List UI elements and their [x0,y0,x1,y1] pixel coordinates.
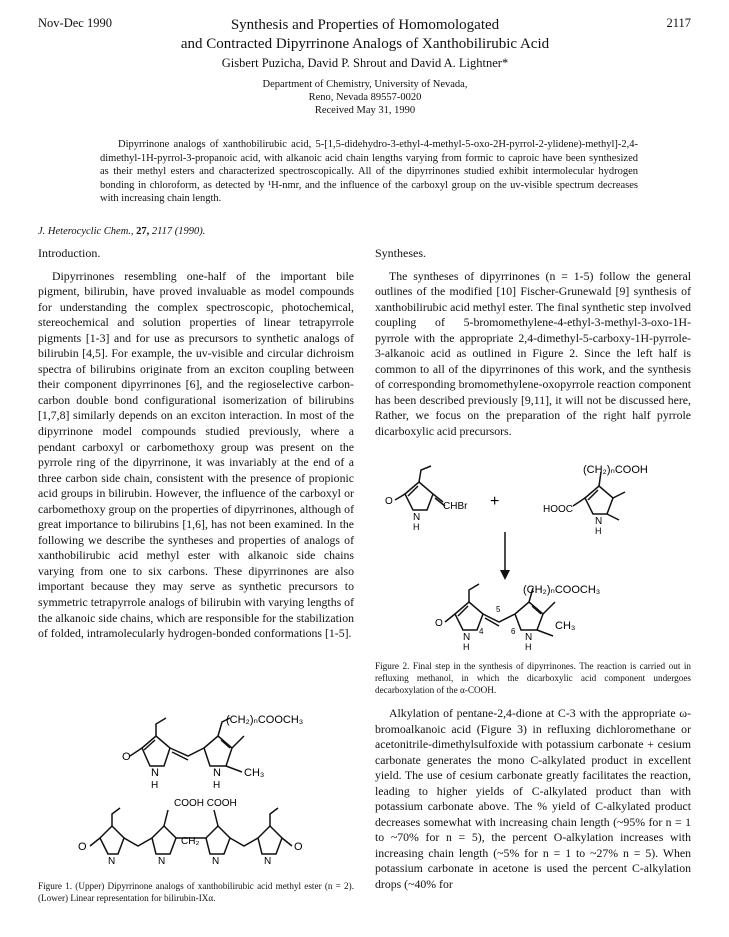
title-line-2: and Contracted Dipyrrinone Analogs of Xanthobilirubic Acid [180,36,550,52]
abstract: Dipyrrinone analogs of xanthobilirubic acid, 5-[1,5-didehydro-3-ethyl-4-methyl-5-oxo-2H-pyrrol-2-ylidene)-methyl]-2,4-dimethyl-1H-pyrrol-3-propanoic acid, with alkanoic acid chain lengths varying from formic to caproic have been synthesized as their methyl esters and characterized spectroscopically. All of the dipyrrinones studied exhibit intermolecular hydrogen bonding in chloroform, as detected by ¹H-nmr, and the influence of the carboxyl group on the uv-visible spectrum decreases with increasing chain length. [100,139,638,205]
syntheses-continued [375,706,691,893]
fig1-methyl-label: CH₃ [244,767,265,779]
fig1-nitrogen-label-3: N [108,856,116,867]
fig1-nitrogen-label-1: N [151,767,159,779]
citation-journal: J. Heterocyclic Chem., [38,226,134,237]
figure-1-caption: Figure 1. (Upper) Dipyrrinone analogs of xanthobilirubic acid methyl ester (n = 2). (Lower) Linear representation for bilirubin-IXα. [38,881,354,903]
fig2-plus-sign: + [490,493,500,510]
received-date: Received May 31, 1990 [314,105,416,116]
fig1-oxygen-label: O [122,751,131,763]
fig1-cooh-label: COOH COOH [174,798,237,809]
citation-volume: 27, [136,226,150,237]
fig2-hydrogen-label-1: H [413,522,420,532]
fig2-nitrogen-label-4: N [525,632,533,643]
fig1-chain-label: (CH₂)ₙCOOCH₃ [226,714,304,726]
affiliation-line-1: Department of Chemistry, University of Nevada, [262,79,468,90]
syntheses-paragraph-2: Alkylation of pentane-2,4-dione at C-3 with the appropriate ω-bromoalkanoic acid (Figure 3) in refluxing dichloromethane or acetonitrile-dimethylsulfoxide with potassium carbonate + cesium carbonate generates the mono C-alkylated product in excellent yield. The use of cesium carbonate greatly facilitates the reaction, leading to higher yields of C-alkylated product than with potassium carbonate above. The % yield of C-alkylated product decreases somewhat with increasing chain length (~95% for n = 1 to ~70% for n = 5), the percent O-alkylation increases with increasing chain length (~5% for n = 1 to ~27% n = 5). When potassium carbonate in acetone is used the percent C-alkylation drops (~40% for [375,706,691,892]
fig2-position-5: 5 [496,605,501,614]
journal-date: Nov-Dec 1990 [38,16,112,30]
fig2-methyl-label: CH₃ [555,620,576,632]
fig1-nitrogen-label-6: N [264,856,272,867]
fig2-hydrogen-label-3: H [463,642,470,652]
fig1-ch2-label: CH₂ [181,836,200,847]
fig2-oxygen-label-1: O [385,496,393,507]
figure-2-reaction-scheme [375,462,691,654]
title-line-1: Synthesis and Properties of Homomologated [230,17,500,33]
syntheses-paragraph-1: The syntheses of dipyrrinones (n = 1-5) follow the general outlines of the modified [10] Fischer-Grunewald [9] synthesis of xanthobilirubic acid methyl ester. The final synthetic step involved coupling of 5-bromomethylene-4-ethyl-3-methyl-3-oxo-1H-pyrrole with the appropriate 2,4-dimethyl-5-carboxy-1H-pyrrole-3-alkanoic acid as outlined in Figure 2. Since the left half is common to all of the dipyrrinones of this work, and the synthesis of corresponding bromomethylene-oxopyrrole reaction component has been described previously [9,11], it will not be discussed here, Rather, we focus on the preparation of the right half pyrrole dicarboxylic acid precursors. [375,268,691,439]
figure-2-caption: Figure 2. Final step in the synthesis of dipyrrinones. The reaction is carried out in refluxing methanol, in which the dicarboxylic acid component undergoes decarboxylation of the α-COOH. [375,661,691,695]
page-number: 2117 [666,16,691,30]
fig2-position-4: 4 [479,627,484,636]
fig2-nitrogen-label-1: N [413,512,421,523]
fig1-hydrogen-label-2: H [213,780,221,791]
syntheses-heading: Syntheses. [375,246,426,260]
authors: Gisbert Puzicha, David P. Shrout and David A. Lightner* [221,56,509,70]
affiliation [110,78,620,117]
affiliation-line-2: Reno, Nevada 89557-0020 [308,92,422,103]
fig1-nitrogen-label-4: N [158,856,166,867]
introduction-section [38,246,354,642]
citation-rest: 2117 (1990). [151,226,206,237]
fig2-nitrogen-label-3: N [463,632,471,643]
fig2-acid-chain-label: (CH₂)ₙCOOH [583,464,648,476]
introduction-heading: Introduction. [38,246,101,260]
fig1-nitrogen-label-2: N [213,767,221,779]
article-title [110,16,620,54]
fig2-position-6: 6 [511,627,516,636]
fig2-oxygen-label-2: O [435,618,443,629]
fig2-ester-chain-label: (CH₂)ₙCOOCH₃ [523,584,601,596]
fig2-hydrogen-label-4: H [525,642,532,652]
citation [38,226,205,237]
fig2-nitrogen-label-2: N [595,516,603,527]
fig1-nitrogen-label-5: N [212,856,220,867]
fig1-oxygen-label-right: O [294,841,303,853]
introduction-paragraph: Dipyrrinones resembling one-half of the important bile pigment, bilirubin, have proved invaluable as model compounds for understanding the complex spectroscopic, photochemical, stereochemical and solution properties of linear tetrapyrrole pigments [1-3] and for use as precursors to synthetic analogs of bilirubin [4,5]. For example, the uv-visible and circular dichroism spectra of bilirubins originate from an exciton coupling between their component dipyrrinones [6], and the regioselective carbon-carbon double bond configurational isomerization of bilirubins [1,7,8] similarly depends on an exciton interaction. In most of the dipyrrinone model compounds studied previously, where a pendant carboxyl or carbomethoxy group was present on the pyrrole ring of the dipyrrinone, it was invariably at the end of a three carbon side chain, consistent with the presence of propionic acid groups in bilirubin. However, the influence of the carboxyl or carbomethoxy group on the properties of dipyrrinones, although of great importance to bilirubins [1,6], has not been examined. In the following we describe the syntheses and properties of analogs of xanthobilirubic acid methyl ester with alkanoic side chains varying from one to six carbons. These dipyrrinones are also important because they may serve as synthetic precursors to symmetric tetrapyrrole analogs of bilirubin with varying lengths of the alkanoic side chains, which are responsible for the stabilization of folded, intramolecularly hydrogen-bonded conformations [1-5]. [38,268,354,641]
fig1-hydrogen-label-1: H [151,780,159,791]
figure-1-structures [38,714,354,869]
syntheses-section [375,246,691,440]
fig1-oxygen-label-left: O [78,841,87,853]
fig2-hydrogen-label-2: H [595,526,602,536]
fig2-chbr-label: CHBr [443,501,468,512]
fig2-hooc-label: HOOC [543,504,573,515]
